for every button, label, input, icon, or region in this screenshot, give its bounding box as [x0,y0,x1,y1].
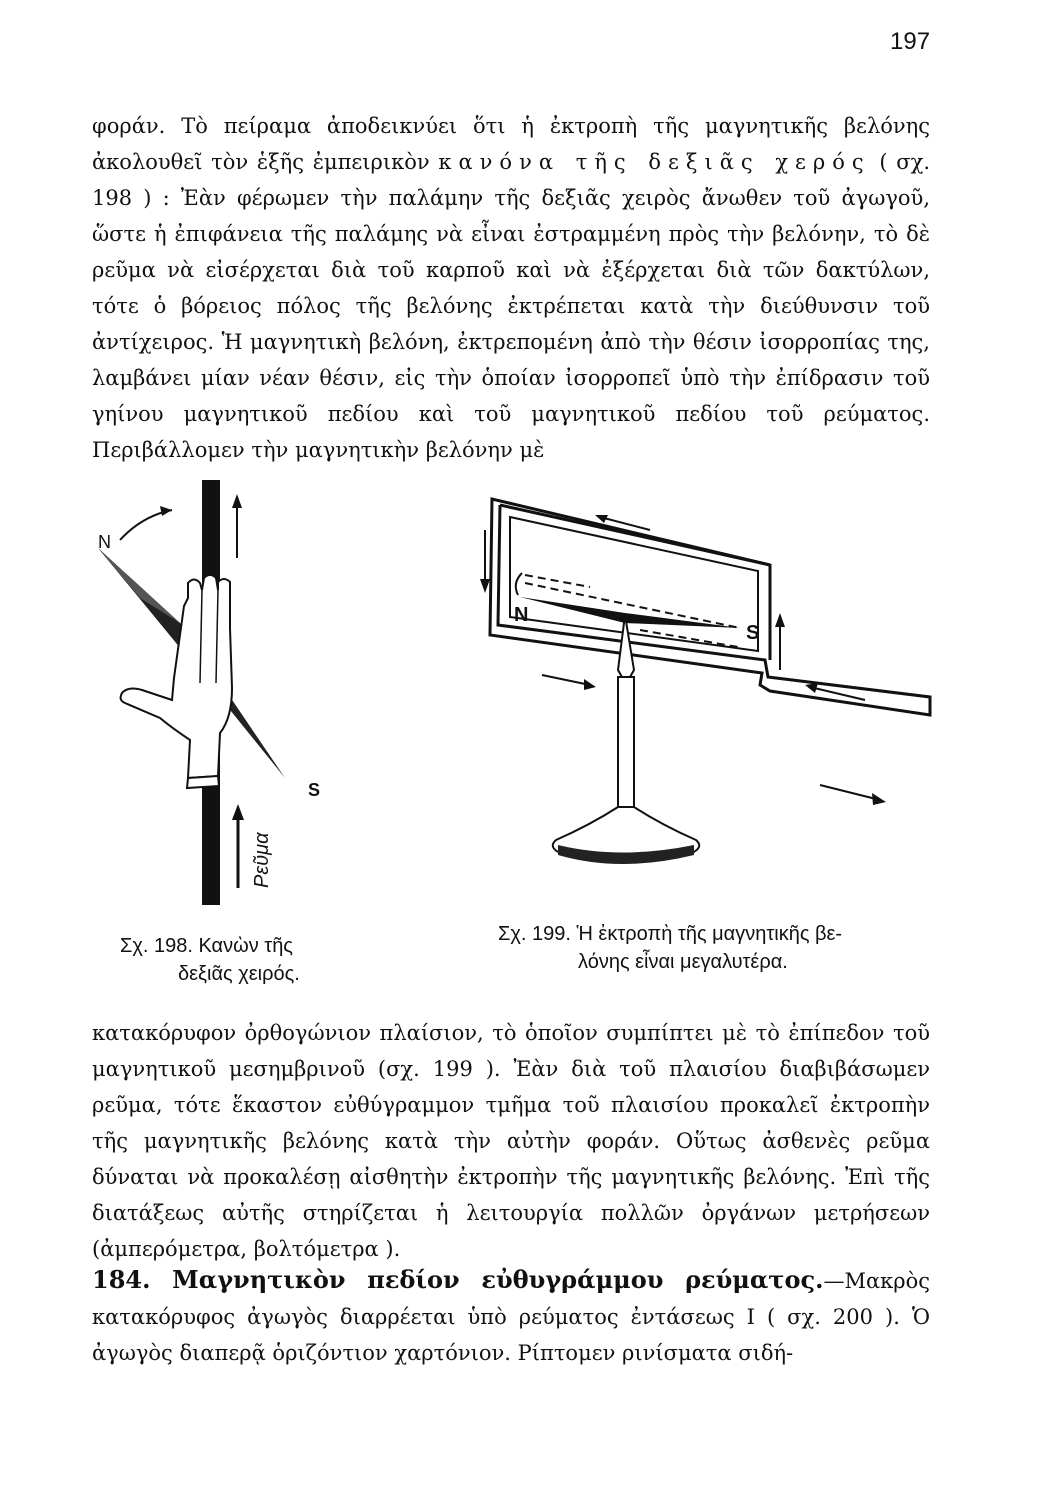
figure-199-frame-needle [470,495,940,890]
current-arrow-icon [820,785,880,800]
deflected-needle-outline [525,575,590,587]
paragraph-frame-deflection: κατακόρυφον ὀρθογώνιον πλαίσιον, τὸ ὁποῖον συμπίπτει μὲ τὸ ἐπίπεδον τοῦ μαγνητικοῦ μεσημβρινοῦ (σχ. 199 ). Ἐὰν διὰ τοῦ πλαισίου διαβιβάσωμεν ρεῦμα, τότε ἕκαστον εὐθύγραμμον τμῆμα τοῦ πλαισίου προκαλεῖ ἐκτροπὴν τῆς μαγνητικῆς βελόνης κατὰ τὴν αὐτὴν φοράν. Οὕτως ἀσθενὲς ρεῦμα δύναται νὰ προκαλέσῃ αἰσθητὴν ἐκτροπὴν τῆς μαγνητικῆς βελόνης. Ἐπὶ τῆς διατάξεως αὐτῆς στηρίζεται ἡ λειτουργία πολλῶν ὀργάνων μετρήσεων (ἀμπερόμετρα, βολτόμετρα ). [92,1021,930,1261]
paragraph-right-hand-rule [92,108,930,468]
caption-line: δεξιᾶς χειρός. [178,963,300,985]
caption-figure-199 [498,920,938,976]
figure-198-drawing [80,478,321,918]
current-arrow-icon [542,675,590,685]
right-hand-icon [121,575,232,778]
paragraph-section-184 [92,1262,930,1371]
pivot [618,615,634,677]
paragraph-text: —Μακρὸς κατακόρυφος ἀγωγὸς διαρρέεται ὑπὸ ρεύματος ἐντάσεως Ι ( σχ. 200 ). Ὁ ἀγωγὸς διαπερᾷ ὁριζόντιον χαρτόνιον. Ρίπτομεν ρινίσματα σιδή- [92,1269,930,1365]
figure-198-right-hand-rule [80,478,321,918]
caption-line: λόνης εἶναι μεγαλυτέρα. [578,951,788,973]
label-north: N [514,604,529,626]
label-current: Ρεῦμα [251,832,273,888]
stand-column [618,677,634,807]
label-south: S [308,780,321,800]
section-heading: 184. Μαγνητικὸν πεδίον εὐθυγράμμου ρεύματος. [92,1265,824,1294]
label-south: S [746,622,760,644]
paragraph-text: φοράν. Τὸ πείραμα ἀποδεικνύει ὅτι ἡ ἐκτροπὴ τῆς μαγνητικῆς βελόνης ἀκολουθεῖ τὸν ἑξῆς ἐμπειρικὸν [92,114,930,174]
sleeve-cuff [187,776,219,788]
caption-figure-198 [120,932,380,988]
figure-199-drawing [470,495,940,890]
caption-line: Σχ. 199. Ἡ ἐκτροπὴ τῆς μαγνητικῆς βε- [498,923,843,945]
page-number: 197 [890,28,931,55]
paragraph-text: ( σχ. 198 ) : Ἐὰν φέρωμεν τὴν παλάμην τῆς δεξιᾶς χειρὸς ἄνωθεν τοῦ ἀγωγοῦ, ὥστε ἡ ἐπιφάνεια τῆς παλάμης νὰ εἶναι ἐστραμμένη πρὸς τὴν βελόνην, τὸ δὲ ρεῦμα νὰ εἰσέρχεται διὰ τοῦ καρποῦ καὶ νὰ ἐξέρχεται διὰ τῶν δακτύλων, τότε ὁ βόρειος πόλος τῆς βελόνης ἐκτρέπεται κατὰ τὴν διεύθυνσιν τοῦ ἀντίχειρος. Ἡ μαγνητικὴ βελόνη, ἐκτρεπομένη ἀπὸ τὴν θέσιν ἰσορροπίας της, λαμβάνει μίαν νέαν θέσιν, εἰς τὴν ὁποίαν ἰσορροπεῖ ὑπὸ τὴν ἐπίδρασιν τοῦ γηίνου μαγνητικοῦ πεδίου καὶ τοῦ μαγνητικοῦ πεδίου τοῦ ρεύματος. Περιβάλλομεν τὴν μαγνητικὴν βελόνην μὲ [92,150,931,462]
wire-frame [490,499,930,715]
caption-line: Σχ. 198. Κανὼν τῆς [120,935,293,957]
label-north: N [98,532,111,552]
rule-name-spaced: κανόνα τῆς δεξιᾶς χερός [438,150,871,174]
